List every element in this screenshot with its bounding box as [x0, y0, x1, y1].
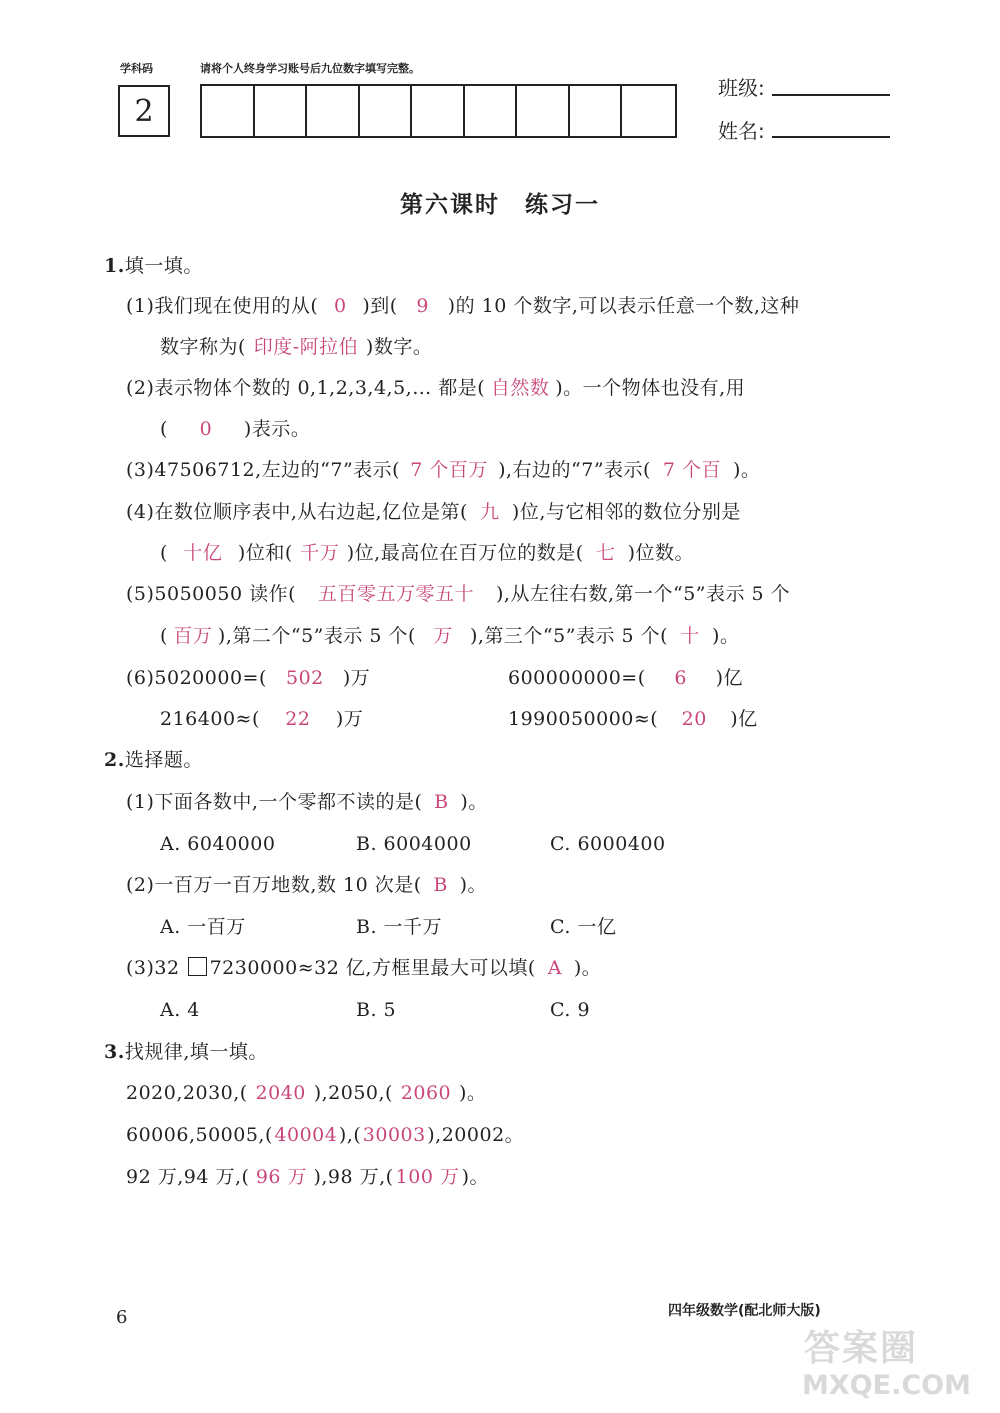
digit-cell[interactable] [360, 86, 413, 136]
option-b: B. 5 [356, 999, 397, 1021]
answer: 100 万 [395, 1166, 460, 1188]
text: )数字。 [365, 336, 433, 358]
answer: 0 [334, 295, 347, 317]
q1-6-left1 [126, 666, 370, 690]
account-digit-boxes[interactable] [200, 84, 677, 138]
option-a: A. 4 [160, 999, 200, 1021]
q1-1-line2 [160, 335, 432, 359]
q3-row-3 [126, 1165, 489, 1189]
subject-code-label: 学科码 [120, 62, 153, 75]
text: )。 [458, 1082, 487, 1104]
text: )。 [732, 459, 761, 481]
book-title: 四年级数学(配北师大版) [668, 1303, 821, 1319]
answer: 十亿 [183, 542, 223, 564]
q2-3-stem [126, 956, 601, 980]
option-c: C. 一亿 [550, 916, 617, 938]
text: ),2050,( [313, 1082, 393, 1104]
question-heading: 找规律,填一填。 [124, 1041, 268, 1063]
question-2-heading [104, 748, 203, 772]
text: 600000000=( [508, 667, 646, 689]
text: )。 [461, 1166, 489, 1188]
subject-code-box: 2 [118, 85, 170, 137]
text: )。 [460, 791, 488, 813]
name-label: 姓名: [718, 119, 765, 143]
text: (5)5050050 读作( [126, 583, 296, 605]
question-heading: 选择题。 [124, 749, 203, 771]
text: (3)32 [126, 957, 180, 979]
page-title: 第六课时 练习一 [400, 192, 600, 218]
answer: 22 [285, 708, 311, 730]
watermark-logo: 答案圈 [804, 1328, 919, 1369]
account-instruction: 请将个人终身学习账号后九位数字填写完整。 [200, 62, 420, 75]
blank-box [188, 957, 207, 976]
text: )到( [362, 295, 398, 317]
option-b: B. 一千万 [356, 916, 443, 938]
answer: 千万 [300, 542, 340, 564]
text: 216400≈( [160, 708, 260, 730]
q1-6-right2 [508, 707, 758, 731]
text: (1)我们现在使用的从( [126, 295, 319, 317]
text: )万 [342, 667, 371, 689]
q1-4-line2 [160, 541, 694, 565]
answer: 万 [433, 625, 453, 647]
answer: 7 个百万 [410, 459, 488, 481]
text: (4)在数位顺序表中,从右边起,亿位是第( [126, 501, 468, 523]
q1-2-line2 [160, 417, 310, 441]
text: (1)下面各数中,一个零都不读的是( [126, 791, 423, 813]
question-heading: 填一填。 [124, 255, 203, 277]
digit-cell[interactable] [202, 86, 255, 136]
text: )万 [335, 708, 364, 730]
digit-cell[interactable] [517, 86, 570, 136]
answer: 502 [285, 667, 324, 689]
text: (3)47506712,左边的“7”表示( [126, 459, 401, 481]
text: ),第三个“5”表示 5 个( [469, 625, 669, 647]
digit-cell[interactable] [465, 86, 518, 136]
option-a: A. 一百万 [160, 916, 246, 938]
text: ),20002。 [427, 1124, 525, 1146]
answer: 五百零五万零五十 [317, 583, 474, 605]
class-field[interactable] [772, 94, 890, 96]
q1-4-line1 [126, 500, 741, 524]
text: ),从左往右数,第一个“5”表示 5 个 [496, 583, 791, 605]
text: )亿 [715, 667, 744, 689]
digit-cell[interactable] [255, 86, 308, 136]
answer: 百万 [173, 625, 213, 647]
text: )。一个物体也没有,用 [555, 377, 746, 399]
answer: 40004 [274, 1124, 338, 1146]
text: )位和( [237, 542, 293, 564]
answer: 7 个百 [662, 459, 722, 481]
text: ( [160, 625, 168, 647]
text: ( [160, 418, 168, 440]
answer: 20 [681, 708, 707, 730]
text: )位,与它相邻的数位分别是 [511, 501, 741, 523]
question-number: 2. [104, 749, 125, 771]
watermark-url: MXQE.COM [802, 1370, 971, 1401]
q1-1-line1 [126, 294, 799, 318]
text: )。 [712, 625, 740, 647]
text: 2020,2030,( [126, 1082, 248, 1104]
text: )的 10 个数字,可以表示任意一个数,这种 [447, 295, 800, 317]
answer: 30003 [362, 1124, 426, 1146]
text: (2)一百万一百万地数,数 10 次是( [126, 874, 422, 896]
text: )。 [459, 874, 488, 896]
question-1-heading [104, 254, 203, 278]
text: ),( [338, 1124, 362, 1146]
text: (6)5020000=( [126, 667, 267, 689]
q3-row-2 [126, 1123, 524, 1147]
q1-2-line1 [126, 376, 745, 400]
q1-6-left2 [160, 707, 363, 731]
answer: 2060 [400, 1082, 452, 1104]
option-c: C. 9 [550, 999, 591, 1021]
answer: B [433, 874, 448, 896]
option-b: B. 6004000 [356, 833, 472, 855]
page-number: 6 [116, 1307, 128, 1328]
digit-cell[interactable] [412, 86, 465, 136]
text: )表示。 [243, 418, 311, 440]
q1-5-line2 [160, 624, 739, 648]
answer: B [434, 791, 449, 813]
text: )位数。 [627, 542, 695, 564]
answer: 自然数 [490, 377, 550, 399]
q2-2-stem [126, 873, 487, 897]
digit-cell[interactable] [307, 86, 360, 136]
text: ),第二个“5”表示 5 个( [217, 625, 416, 647]
text: )亿 [730, 708, 758, 730]
text: 92 万,94 万,( [126, 1166, 250, 1188]
text: 1990050000≈( [508, 708, 659, 730]
text: 数字称为( [160, 336, 246, 358]
text: )位,最高位在百万位的数是( [346, 542, 584, 564]
name-field[interactable] [772, 136, 890, 138]
option-a: A. 6040000 [160, 833, 276, 855]
answer: 9 [416, 295, 429, 317]
text: ),右边的“7”表示( [498, 459, 651, 481]
answer: 印度-阿拉伯 [253, 336, 359, 358]
answer: 2040 [255, 1082, 306, 1104]
text: ( [160, 542, 168, 564]
option-c: C. 6000400 [550, 833, 666, 855]
text: 60006,50005,( [126, 1124, 273, 1146]
answer: A [547, 957, 562, 979]
text: )。 [573, 957, 602, 979]
question-3-heading [104, 1040, 268, 1064]
answer: 九 [480, 501, 500, 523]
q3-row-1 [126, 1081, 486, 1105]
answer: 6 [674, 667, 687, 689]
q1-5-line1 [126, 582, 790, 606]
q1-3-line [126, 458, 760, 482]
q1-6-right1 [508, 666, 743, 690]
text: (2)表示物体个数的 0,1,2,3,4,5,… 都是( [126, 377, 486, 399]
digit-cell[interactable] [570, 86, 623, 136]
q2-1-stem [126, 790, 488, 814]
digit-cell[interactable] [622, 86, 675, 136]
answer: 十 [680, 625, 700, 647]
answer: 七 [595, 542, 616, 564]
text: 7230000≈32 亿,方框里最大可以填( [209, 957, 536, 979]
question-number: 1. [104, 255, 125, 277]
class-label: 班级: [718, 76, 765, 100]
answer: 96 万 [255, 1166, 308, 1188]
text: ),98 万,( [313, 1166, 394, 1188]
answer: 0 [199, 418, 213, 440]
question-number: 3. [104, 1041, 125, 1063]
